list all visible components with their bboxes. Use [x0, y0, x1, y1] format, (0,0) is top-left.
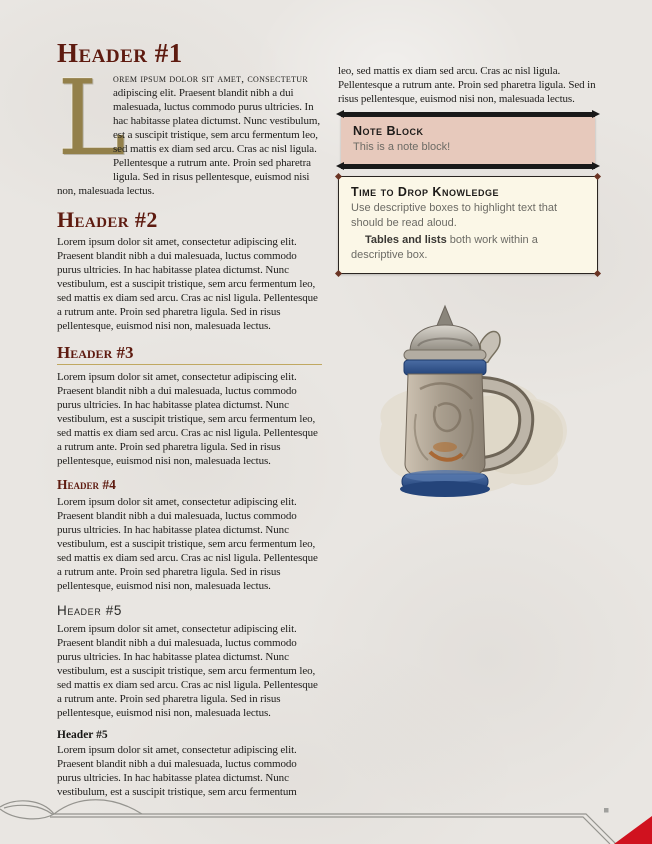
stein-body: [404, 360, 486, 481]
note-title: Note Block: [353, 124, 424, 138]
header-4: Header #4: [57, 477, 116, 492]
drop-cap-letter: L: [57, 57, 126, 179]
note-border-top: [341, 112, 595, 117]
stein-foot: [400, 470, 490, 497]
right-column: [338, 64, 598, 810]
descriptive-box-line1: Use descriptive boxes to highlight text that should be read aloud.: [351, 202, 558, 229]
box-corner-ornament: [594, 173, 601, 180]
two-column-layout: [57, 38, 598, 810]
section-3-paragraph: Lorem ipsum dolor sit amet, consectetur adipiscing elit. Praesent blandit nibh a dui malesuada, luctus commodo purus ultricies. In hac habitasse platea dictumst. Nunc vestibulum, est a suscipit tristique, sem arcu fermentum leo, sed mattis ex diam sed arcu. Cras ac nisl ligula. Pellentesque a rutrum ante. Proin sed pharetra ligula. Sed in risus pellentesque, euismod nisi non, malesuada lectus.: [57, 371, 318, 467]
note-text: This is a note block!: [353, 141, 451, 153]
section-2-paragraph: Lorem ipsum dolor sit amet, consectetur adipiscing elit. Praesent blandit nibh a dui malesuada, luctus commodo purus ultricies. In hac habitasse platea dictumst. Nunc vestibulum, est a suscipit tristique, sem arcu fermentum leo, sed mattis ex diam sed arcu. Cras ac nisl ligula. Pellentesque a rutrum ante. Proin sed pharetra ligula. Sed in risus pellentesque, euismod nisi non, malesuada lectus.: [57, 236, 318, 332]
header-3: Header #3: [57, 343, 322, 365]
intro-rest: adipiscing elit. Praesent blandit nibh a dui malesuada, luctus commodo purus ultricies. In hac habitasse platea dictumst. Nunc vestibulum, est a suscipit tristique, sem arcu fermentum leo, sed mattis ex diam sed arcu. Cras ac nisl ligula. Pellentesque a rutrum ante. Proin sed pharetra ligula. Sed in risus pellentesque, euismod nisi non, malesuada lectus.: [57, 87, 320, 197]
box-corner-ornament: [335, 270, 342, 277]
header-5: Header #5: [57, 603, 122, 618]
intro-paragraph: [57, 57, 322, 198]
box-corner-ornament: [594, 270, 601, 277]
descriptive-box-title: Time to Drop Knowledge: [351, 185, 499, 199]
box-corner-ornament: [335, 173, 342, 180]
note-body: [341, 117, 595, 164]
footer-flourish: [0, 800, 142, 819]
footer-square-dot: [604, 808, 609, 813]
header-2: Header #2: [57, 207, 158, 232]
section-4-paragraph: Lorem ipsum dolor sit amet, consectetur adipiscing elit. Praesent blandit nibh a dui malesuada, luctus commodo purus ultricies. In hac habitasse platea dictumst. Nunc vestibulum, est a suscipit tristique, sem arcu fermentum leo, sed mattis ex diam sed arcu. Cras ac nisl ligula. Pellentesque a rutrum ante. Proin sed pharetra ligula. Sed in risus pellentesque, euismod nisi non, malesuada lectus.: [57, 496, 318, 592]
descriptive-box: [338, 176, 598, 274]
descriptive-box-line2-rest: both work within a descriptive box.: [351, 234, 538, 261]
beer-stein-image: [352, 304, 584, 509]
column-overflow-paragraph: leo, sed mattis ex diam sed arcu. Cras ac nisl ligula. Pellentesque a rutrum ante. Proin sed pharetra ligula. Sed in risus pellentesque, euismod nisi non, malesuada lectus.: [338, 65, 596, 105]
descriptive-box-line2: [351, 233, 585, 263]
note-border-bottom: [341, 164, 595, 169]
descriptive-box-bold-lead: Tables and lists: [365, 234, 447, 246]
header-1: Header #1: [57, 38, 183, 68]
note-block: [338, 112, 598, 169]
footer-ornament: [0, 795, 652, 844]
intro-lead-smallcaps: orem ipsum dolor sit amet, consectetur: [113, 73, 309, 85]
section-6-paragraph-truncated: Lorem ipsum dolor sit amet, consectetur adipiscing elit. Praesent blandit nibh a dui malesuada, luctus commodo purus ultricies. In hac habitasse platea dictumst. Nunc vestibulum, est a suscipit tristique, sem arcu fermentum: [57, 744, 297, 798]
left-column: [57, 38, 322, 810]
header-5-bold: Header #5: [57, 729, 108, 741]
section-5-paragraph: Lorem ipsum dolor sit amet, consectetur adipiscing elit. Praesent blandit nibh a dui malesuada, luctus commodo purus ultricies. In hac habitasse platea dictumst. Nunc vestibulum, est a suscipit tristique, sem arcu fermentum leo, sed mattis ex diam sed arcu. Cras ac nisl ligula. Pellentesque a rutrum ante. Proin sed pharetra ligula. Sed in risus pellentesque, euismod nisi non, malesuada lectus.: [57, 623, 318, 719]
stein-lid: [404, 306, 500, 364]
footer-double-rule: [50, 814, 616, 844]
footer-red-corner: [614, 816, 652, 844]
